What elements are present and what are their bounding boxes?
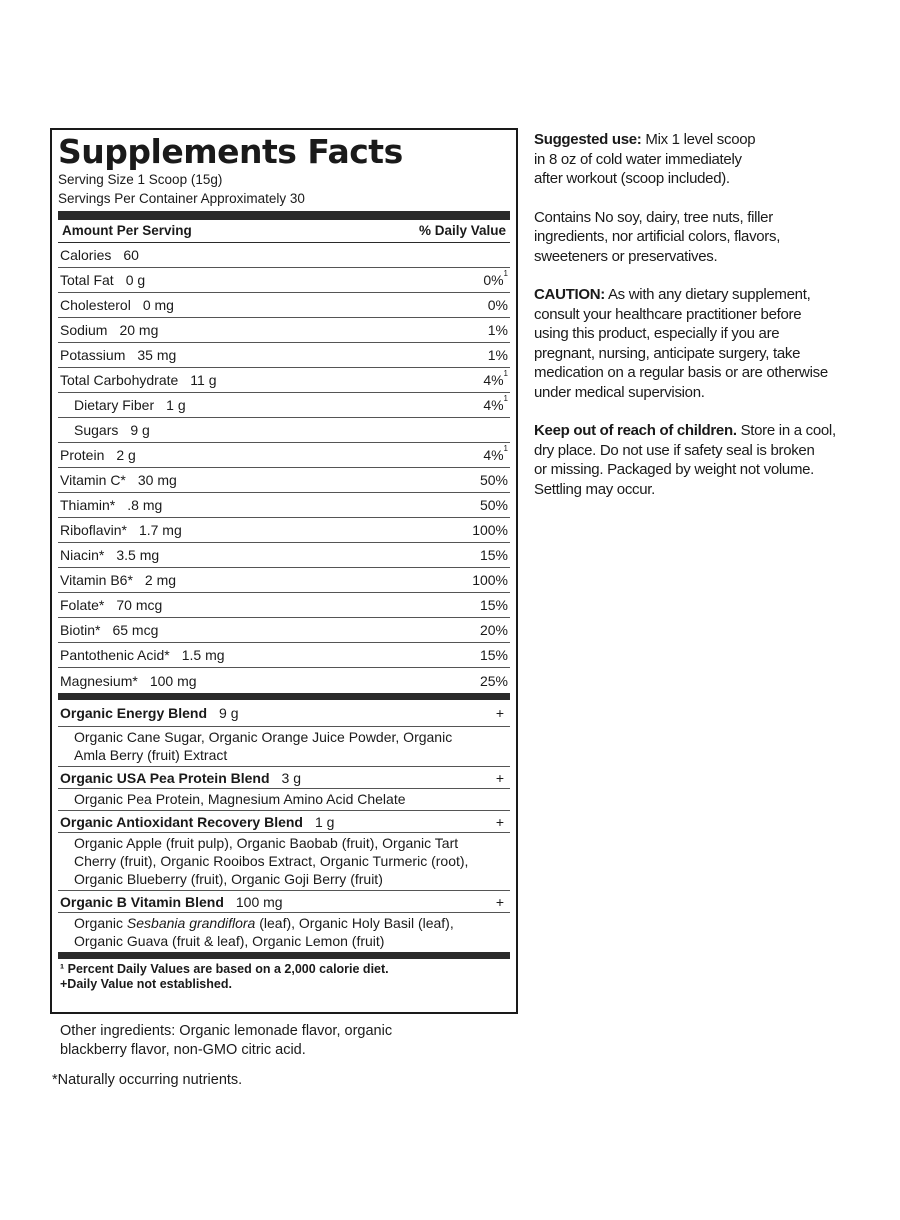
blend-ingredient-line: Organic Pea Protein, Magnesium Amino Acid Chelate [74, 791, 406, 807]
contains-statement [534, 208, 874, 267]
ingredient-text: Organic [74, 915, 127, 931]
table-header [58, 220, 510, 243]
suggested-use-text: after workout (scoop included). [534, 170, 730, 187]
daily-value-percent: 20% [479, 622, 508, 638]
nutrient-name: Niacin* [60, 547, 105, 563]
nutrient-amount: 1 g [166, 397, 186, 413]
footnote-mark: 1 [503, 369, 508, 378]
nutrient-row [58, 518, 510, 543]
nutrient-row [58, 368, 510, 393]
nutrient-daily-value [480, 647, 508, 663]
suggested-use [534, 130, 874, 189]
blend-ingredient-line [74, 914, 508, 932]
blend-name-amount [60, 705, 239, 721]
nutrient-name: Cholesterol [60, 297, 131, 313]
nutrient-name-amount [60, 572, 176, 588]
blend-name: Organic Antioxidant Recovery Blend [60, 813, 303, 830]
daily-value-percent: 25% [479, 672, 508, 689]
nutrient-daily-value [472, 522, 508, 538]
suggested-use-label: Suggested use: [534, 131, 642, 148]
nutrient-daily-value [488, 347, 508, 363]
nutrient-amount: 20 mg [119, 322, 159, 338]
nutrient-name: Vitamin B6* [60, 572, 133, 588]
nutrient-name-amount [60, 272, 145, 288]
nutrient-row [58, 243, 510, 268]
daily-value-percent: 4% [483, 397, 504, 413]
nutrient-daily-value [488, 322, 508, 338]
footnote-daily-values: ¹ Percent Daily Values are based on a 2,000 calorie diet. [60, 962, 389, 976]
blend-ingredients [58, 913, 510, 952]
blend-header [58, 811, 510, 833]
daily-value-percent: 15% [479, 547, 508, 563]
daily-value-percent: 100% [472, 522, 508, 538]
naturally-occurring-note: *Naturally occurring nutrients. [52, 1072, 243, 1088]
nutrient-row [58, 468, 510, 493]
daily-value-percent: 15% [479, 597, 508, 613]
nutrient-name: Sugars [74, 422, 119, 438]
nutrient-daily-value [483, 444, 508, 463]
nutrient-amount: 3.5 mg [116, 547, 160, 563]
nutrient-name: Potassium [60, 347, 126, 363]
caution-text: under medical supervision. [534, 383, 705, 401]
nutrient-daily-value [483, 394, 508, 413]
nutrient-row [58, 493, 510, 518]
nutrient-name: Riboflavin* [60, 522, 127, 538]
caution-text: using this product, especially if you are [534, 325, 780, 342]
nutrient-row [58, 318, 510, 343]
nutrient-name: Total Carbohydrate [60, 372, 179, 388]
contains-text: sweeteners or preservatives. [534, 247, 718, 265]
nutrient-row [58, 343, 510, 368]
nutrient-amount: 1.7 mg [138, 522, 182, 538]
blend-ingredient-line: Organic Guava (fruit & leaf), Organic Lemon (fruit) [74, 933, 385, 949]
nutrient-row [58, 618, 510, 643]
nutrient-amount: 60 [123, 247, 139, 263]
footnote-mark: 1 [503, 269, 508, 278]
nutrient-row [58, 393, 510, 418]
nutrient-name-amount [60, 247, 139, 263]
nutrient-name: Thiamin* [60, 497, 116, 513]
divider-blends [58, 693, 510, 700]
daily-value-percent: 4% [483, 447, 504, 463]
nutrient-amount: 2 mg [144, 572, 177, 588]
nutrient-name: Pantothenic Acid* [60, 647, 170, 663]
caution-label: CAUTION: [534, 286, 605, 303]
storage-text: dry place. Do not use if safety seal is broken [534, 441, 815, 459]
nutrient-amount: 35 mg [137, 347, 177, 363]
nutrient-daily-value [488, 297, 508, 313]
nutrient-name-amount [60, 622, 158, 638]
nutrient-row [58, 668, 510, 693]
serving-size: Serving Size 1 Scoop (15g) [58, 172, 223, 187]
ingredient-species: Sesbania grandiflora [126, 915, 256, 931]
storage-text: Store in a cool, [736, 422, 836, 439]
usage-info [534, 130, 874, 518]
caution-text: pregnant, nursing, anticipate surgery, take [534, 344, 801, 362]
other-ingredients-line: Other ingredients: Organic lemonade flavor, organic [60, 1023, 393, 1039]
nutrient-amount: 100 mg [149, 672, 197, 689]
daily-value-percent: 15% [479, 647, 508, 663]
footnotes [58, 959, 510, 992]
nutrient-name: Protein [60, 447, 105, 463]
nutrient-name: Sodium [60, 322, 108, 338]
blend-ingredients [58, 789, 510, 811]
other-ingredients [60, 1022, 480, 1060]
blend-daily-value: + [495, 893, 504, 910]
nutrient-name-amount [60, 297, 174, 313]
nutrient-name-amount [60, 673, 197, 689]
blend-daily-value: + [495, 769, 504, 786]
blend-ingredient-line: Organic Blueberry (fruit), Organic Goji Berry (fruit) [74, 871, 383, 887]
blend-amount: 3 g [281, 769, 301, 786]
ingredient-text: (leaf), Organic Holy Basil (leaf), [255, 915, 454, 931]
nutrient-daily-value [483, 269, 508, 288]
footnote-mark: 1 [503, 394, 508, 403]
contains-text: ingredients, nor artificial colors, flavors, [534, 228, 781, 245]
footnote-not-established: +Daily Value not established. [60, 977, 232, 991]
nutrient-row [58, 443, 510, 468]
divider-thick [58, 211, 510, 220]
storage-text: Settling may occur. [534, 480, 656, 498]
blend-header [58, 891, 510, 913]
nutrient-row [58, 418, 510, 443]
nutrient-amount: 0 mg [142, 297, 174, 313]
nutrient-name-amount [60, 447, 136, 463]
nutrient-name-amount [60, 647, 225, 663]
suggested-use-text: Mix 1 level scoop [641, 131, 756, 148]
blend-amount: 1 g [314, 813, 335, 830]
nutrient-daily-value [480, 497, 508, 513]
caution-text: As with any dietary supplement, [604, 286, 811, 303]
blend-name: Organic USA Pea Protein Blend [60, 769, 270, 786]
caution-text: consult your healthcare practitioner before [534, 305, 802, 323]
blend-header [58, 767, 510, 789]
nutrient-list [58, 243, 510, 693]
header-daily-value: % Daily Value [418, 223, 506, 238]
nutrient-daily-value [480, 622, 508, 638]
nutrient-daily-value [480, 547, 508, 563]
nutrient-name: Dietary Fiber [74, 397, 155, 413]
nutrient-name-amount [60, 347, 176, 363]
nutrient-name: Folate* [60, 597, 105, 613]
nutrient-row [58, 293, 510, 318]
blend-name: Organic Energy Blend [60, 705, 208, 721]
blend-ingredient-line: Organic Cane Sugar, Organic Orange Juice Powder, Organic [74, 729, 453, 745]
daily-value-percent: 0% [483, 272, 504, 288]
nutrient-name: Vitamin C* [60, 472, 126, 488]
blend-daily-value: + [495, 813, 504, 830]
nutrient-daily-value [483, 369, 508, 388]
nutrient-amount: 9 g [130, 422, 150, 438]
nutrient-amount: 0 g [125, 272, 146, 288]
blend-ingredients [58, 833, 510, 891]
blend-ingredient-line: Amla Berry (fruit) Extract [74, 747, 228, 763]
nutrient-daily-value [480, 472, 508, 488]
nutrient-amount: 2 g [116, 447, 136, 463]
nutrient-daily-value [472, 572, 508, 588]
keep-out-label: Keep out of reach of children. [534, 422, 737, 439]
nutrient-amount: 65 mcg [112, 622, 159, 638]
nutrient-name: Calories [60, 247, 112, 263]
nutrient-amount: 11 g [190, 372, 217, 388]
nutrient-row [58, 593, 510, 618]
nutrient-amount: 1.5 mg [181, 647, 225, 663]
blend-amount: 100 mg [235, 893, 283, 910]
header-amount: Amount Per Serving [62, 223, 192, 238]
daily-value-percent: 0% [487, 297, 508, 313]
footnote-mark: 1 [503, 444, 508, 453]
caution-text: medication on a regular basis or are otherwise [534, 364, 828, 381]
nutrient-name-amount [60, 322, 158, 338]
supplement-facts-panel [50, 128, 518, 1014]
daily-value-percent: 4% [483, 372, 504, 388]
contains-text: Contains No soy, dairy, tree nuts, filler [534, 208, 773, 226]
nutrient-name-amount [60, 397, 186, 413]
blend-list [58, 700, 510, 952]
nutrient-name-amount [60, 422, 150, 438]
nutrient-row [58, 543, 510, 568]
panel-title: Supplements Facts [58, 132, 403, 171]
nutrient-amount: 30 mg [137, 472, 177, 488]
nutrient-name: Magnesium* [60, 672, 138, 689]
daily-value-percent: 1% [487, 322, 508, 338]
nutrient-name-amount [60, 497, 162, 513]
blend-amount: 9 g [219, 705, 239, 721]
nutrient-row [58, 643, 510, 668]
blend-ingredient-line: Cherry (fruit), Organic Rooibos Extract, Organic Turmeric (root), [74, 853, 469, 869]
nutrient-amount: 70 mcg [116, 597, 163, 613]
caution-statement [534, 285, 874, 402]
nutrient-name-amount [60, 522, 182, 538]
daily-value-percent: 1% [487, 347, 508, 363]
nutrient-daily-value [480, 597, 508, 613]
daily-value-percent: 100% [472, 572, 508, 588]
nutrient-row [58, 568, 510, 593]
blend-name-amount [60, 814, 334, 830]
blend-name-amount [60, 770, 301, 786]
daily-value-percent: 50% [479, 472, 508, 488]
storage-text: or missing. Packaged by weight not volume. [534, 461, 815, 478]
nutrient-name: Biotin* [60, 622, 101, 638]
other-ingredients-line: blackberry flavor, non-GMO citric acid. [60, 1042, 306, 1058]
nutrient-name-amount [60, 372, 217, 388]
nutrient-daily-value [480, 673, 508, 689]
servings-per-container: Servings Per Container Approximately 30 [58, 191, 305, 206]
nutrient-name-amount [60, 547, 159, 563]
nutrient-name: Total Fat [60, 272, 114, 288]
storage-statement [534, 421, 874, 499]
nutrient-name-amount [60, 472, 177, 488]
blend-ingredients [58, 727, 510, 767]
blend-ingredient-line: Organic Apple (fruit pulp), Organic Baobab (fruit), Organic Tart [74, 835, 459, 851]
nutrient-row [58, 268, 510, 293]
daily-value-percent: 50% [479, 497, 508, 513]
nutrient-amount: .8 mg [127, 497, 163, 513]
blend-name: Organic B Vitamin Blend [60, 893, 224, 910]
nutrient-name-amount [60, 597, 162, 613]
divider-footnotes [58, 952, 510, 959]
blend-name-amount [60, 894, 283, 910]
suggested-use-text: in 8 oz of cold water immediately [534, 150, 742, 168]
blend-header [58, 700, 510, 727]
blend-daily-value: + [495, 705, 504, 721]
